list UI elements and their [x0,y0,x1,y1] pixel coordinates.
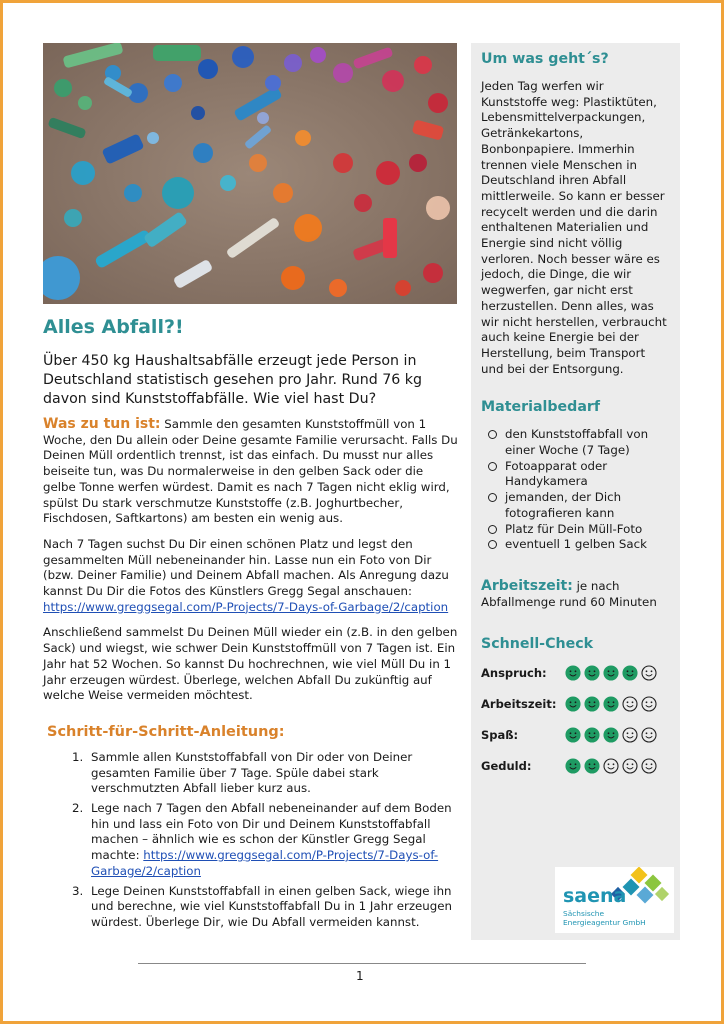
circle-bullet-icon [488,493,497,502]
material-item [481,427,670,458]
page-number: 1 [356,969,364,983]
check-label: Spaß: [481,728,519,743]
work-time-label: Arbeitszeit: [481,577,573,594]
material-item [481,459,670,490]
plastic-waste-photo [43,43,457,304]
smiley-filled-icon [584,665,600,681]
check-label: Anspruch: [481,666,547,681]
circle-bullet-icon [488,525,497,534]
check-heading: Schnell-Check [481,636,594,653]
task-text: Sammle den gesamten Kunststoffmüll von 1 Woche, den Du allein oder Deine gesamte Familie verursacht. Falls Du Deinen Müll ordentlich trennst, ist das einfach. Du musst nur alles beiseite tun, was Du normalerweise in den gelben Sack oder die gelbe Tonne werfen würdest. Damit es nach 7 Tagen nicht eklig wird, spülst Du stark verschmutze Kunststoffe (z.B. Joghurtbecher, Fischdosen, Saftkartons) am besten ein wenig aus. [43,417,458,526]
smiley-empty-icon [622,727,638,743]
task-label: Was zu tun ist: [43,416,161,432]
smiley-filled-icon [565,665,581,681]
smiley-filled-icon [603,727,619,743]
smiley-empty-icon [622,696,638,712]
check-row [481,724,670,755]
smiley-empty-icon [641,758,657,774]
material-item [481,537,670,553]
steps-list [43,750,459,931]
rating-icons [565,724,660,743]
smiley-empty-icon [603,758,619,774]
smiley-filled-icon [565,727,581,743]
saena-logo [555,867,674,933]
logo-line: Sächsische [563,909,605,918]
material-text: eventuell 1 gelben Sack [505,537,647,552]
material-text: den Kunststoffabfall von einer Woche (7 Tage) [505,427,649,458]
check-row [481,662,670,693]
material-item [481,522,670,538]
smiley-empty-icon [641,665,657,681]
gregg-segal-link[interactable]: https://www.greggsegal.com/P-Projects/7-Days-of-Garbage/2/caption [43,599,449,614]
check-label: Geduld: [481,759,532,774]
rating-icons [565,662,660,681]
about-text: Jeden Tag werfen wir Kunststoffe weg: Plastiktüten, Lebensmittelverpackungen, Getränkekartons, Bonbonpapiere. Immerhin trennen viele Menschen in Deutschland ihren Abfall mittlerweile. So kann er besser recycelt werden und die darin enthaltenen Materialien und Energie sind nicht völlig verloren. Noch besser wäre es jedoch, die Dinge, die wir wegwerfen, gar nicht erst herzustellen. Denn alles, was wir nicht herstellen, verbraucht auch keine Energie bei der Herstellung, beim Transport und bei der Entsorgung. [481,79,667,376]
check-row [481,693,670,724]
smiley-empty-icon [622,758,638,774]
step-text: Lege Deinen Kunststoffabfall in einen gelben Sack, wiege ihn und berechne, wie viel Kunststoffabfall Du in 1 Jahr erzeugen würdest. Überlege Dir, wie Du Abfall vermeiden kannst. [91,883,452,929]
material-item [481,490,670,521]
smiley-filled-icon [622,665,638,681]
intro-text: Über 450 kg Haushaltsabfälle erzeugt jede Person in Deutschland statistisch gesehen pro Jahr. Rund 76 kg davon sind Kunststoffabfälle. Wie viel hast Du? [43,353,422,407]
step-item [87,801,459,880]
smiley-filled-icon [584,727,600,743]
quick-check [481,662,670,786]
circle-bullet-icon [488,462,497,471]
rating-icons [565,755,660,774]
smiley-filled-icon [603,696,619,712]
task-paragraph [43,417,459,527]
smiley-empty-icon [641,727,657,743]
footer-divider [138,963,586,964]
step-text: Sammle allen Kunststoffabfall von Dir oder von Deiner gesamten Familie über 7 Tage. Spüle dabei stark verschmutzten Abfall lieber kurz aus. [91,749,413,796]
page-title: Alles Abfall?! [43,316,184,338]
step-item [87,750,459,797]
step-item [87,884,459,931]
material-text: Platz für Dein Müll-Foto [505,521,643,536]
smiley-filled-icon [584,758,600,774]
work-time-text: je nach Abfallmenge rund 60 Minuten [481,578,657,609]
gregg-segal-link[interactable]: https://www.greggsegal.com/P-Projects/7-Days-of-Garbage/2/caption [91,848,439,878]
circle-bullet-icon [488,430,497,439]
material-text: Fotoapparat oder Handykamera [505,458,608,489]
smiley-filled-icon [565,696,581,712]
logo-subtitle [563,909,673,927]
material-text: jemanden, der Dich fotografieren kann [505,490,622,520]
main-content [43,316,459,935]
smiley-filled-icon [565,758,581,774]
steps-heading: Schritt-für-Schritt-Anleitung: [47,723,285,740]
info-sidebar [471,43,680,940]
smiley-filled-icon [584,696,600,712]
about-heading: Um was geht´s? [481,51,609,67]
photo-paragraph [43,537,459,616]
circle-bullet-icon [488,540,497,549]
check-label: Arbeitszeit: [481,697,557,712]
work-time [481,579,670,610]
check-row [481,755,670,786]
logo-name: saena [563,885,627,907]
material-list [481,427,670,553]
logo-line: Energieagentur GmbH [563,918,646,927]
smiley-empty-icon [641,696,657,712]
smiley-filled-icon [603,665,619,681]
photo-paragraph-text: Nach 7 Tagen suchst Du Dir einen schönen Platz und legst den gesammelten Müll nebeneinander hin. Lasse nun ein Foto von Dir (bzw. Deiner Familie) und Deinem Abfall machen. Als Anregung dazu kannst Du Dir die Fotos des Künstlers Gregg Segal anschauen: [43,536,449,599]
step-text: Lege nach 7 Tagen den Abfall nebeneinander auf dem Boden hin und lass ein Foto von Dir und Deinem Kunststoffabfall machen – ähnlich wie es schon der Künstler Gregg Segal machte: [91,801,452,863]
rating-icons [565,693,660,712]
weigh-paragraph: Anschließend sammelst Du Deinen Müll wieder ein (z.B. in den gelben Sack) und wiegst, wie schwer Dein Kunststoffmüll von 7 Tagen ist. Ein Jahr hat 52 Wochen. So kannst Du hochrechnen, wie viel Müll Du in 1 Jahr erzeugen würdest. Überlege, welchen Abfall Du zukünftig auf welche Weise vermeiden möchtest. [43,625,458,703]
material-heading: Materialbedarf [481,399,601,416]
